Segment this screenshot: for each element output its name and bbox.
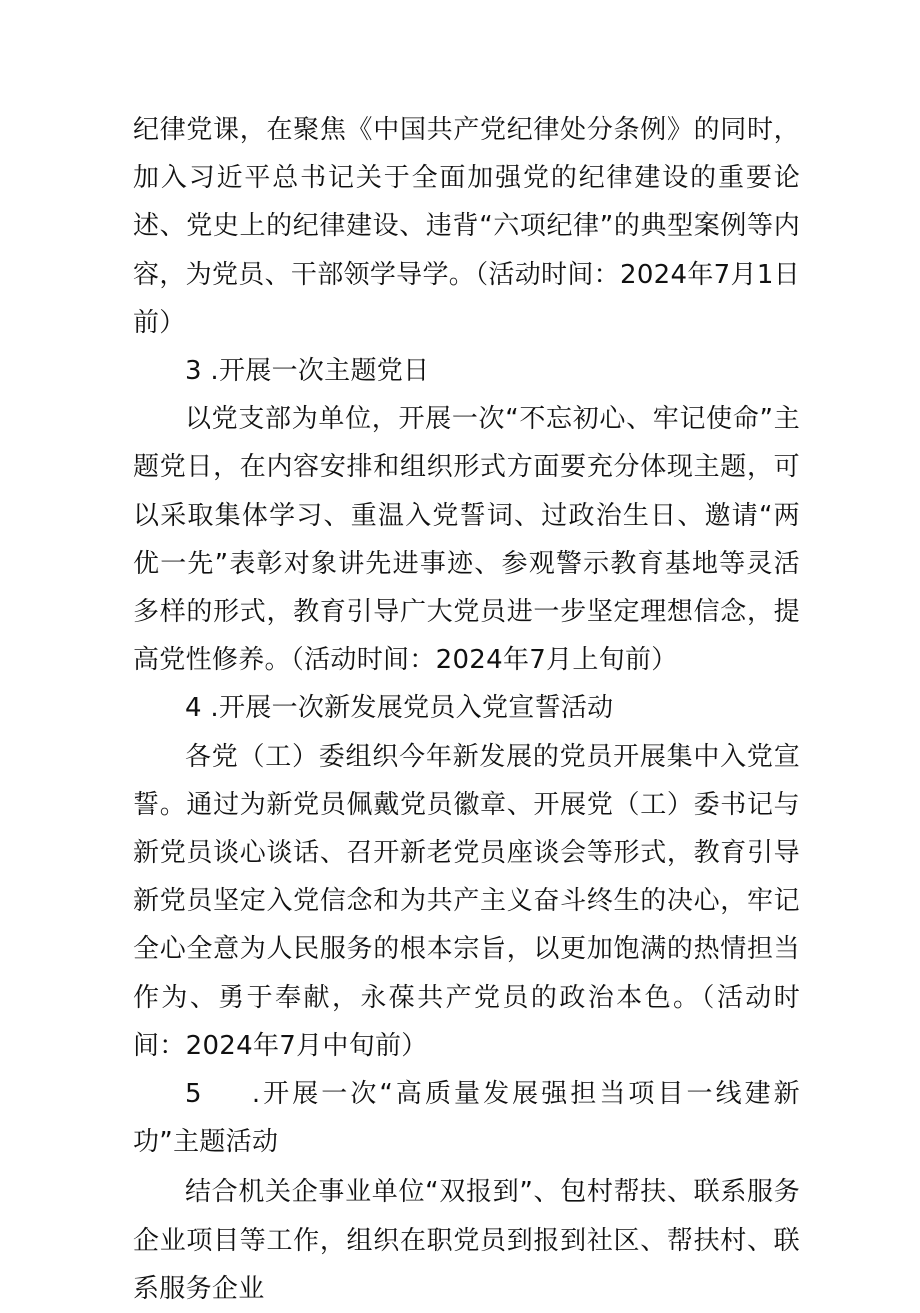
heading-text: .开展一次新发展党员入党宣誓活动 (210, 693, 614, 724)
heading-text: .开展一次主题党日 (210, 356, 430, 387)
paragraph-party-lecture: 纪律党课，在聚焦《中国共产党纪律处分条例》的同时，加入习近平总书记关于全面加强党的纪律建设的重要论述、党史上的纪律建设、违背“六项纪律”的典型案例等内容，为党员、干部领学导学。（活动时间：2024年7月1日前） (133, 115, 800, 338)
heading-number: 4 (185, 693, 202, 724)
heading-number: 5 (185, 1079, 202, 1110)
heading-item-3 (133, 347, 800, 395)
heading-text: .开展一次“高质量发展强担当项目一线建新功”主题活动 (133, 1079, 800, 1158)
heading-item-5 (133, 1070, 800, 1166)
heading-item-4 (133, 684, 800, 732)
paragraph-theme-party-day: 以党支部为单位，开展一次“不忘初心、牢记使命”主题党日，在内容安排和组织形式方面要充分体现主题，可以采取集体学习、重温入党誓词、过政治生日、邀请“两优一先”表彰对象讲先进事迹、参观警示教育基地等灵活多样的形式，教育引导广大党员进一步坚定理想信念，提高党性修养。（活动时间：2024年7月上旬前） (133, 404, 800, 676)
paragraph-theme-activity: 结合机关企事业单位“双报到”、包村帮扶、联系服务企业项目等工作，组织在职党员到报到社区、帮扶村、联系服务企业 (133, 1177, 800, 1304)
paragraph-oath-activity: 各党（工）委组织今年新发展的党员开展集中入党宣誓。通过为新党员佩戴党员徽章、开展党（工）委书记与新党员谈心谈话、召开新老党员座谈会等形式，教育引导新党员坚定入党信念和为共产主义奋斗终生的决心，牢记全心全意为人民服务的根本宗旨，以更加饱满的热情担当作为、勇于奉献，永葆共产党员的政治本色。（活动时间：2024年7月中旬前） (133, 741, 800, 1061)
heading-number: 3 (185, 356, 202, 387)
